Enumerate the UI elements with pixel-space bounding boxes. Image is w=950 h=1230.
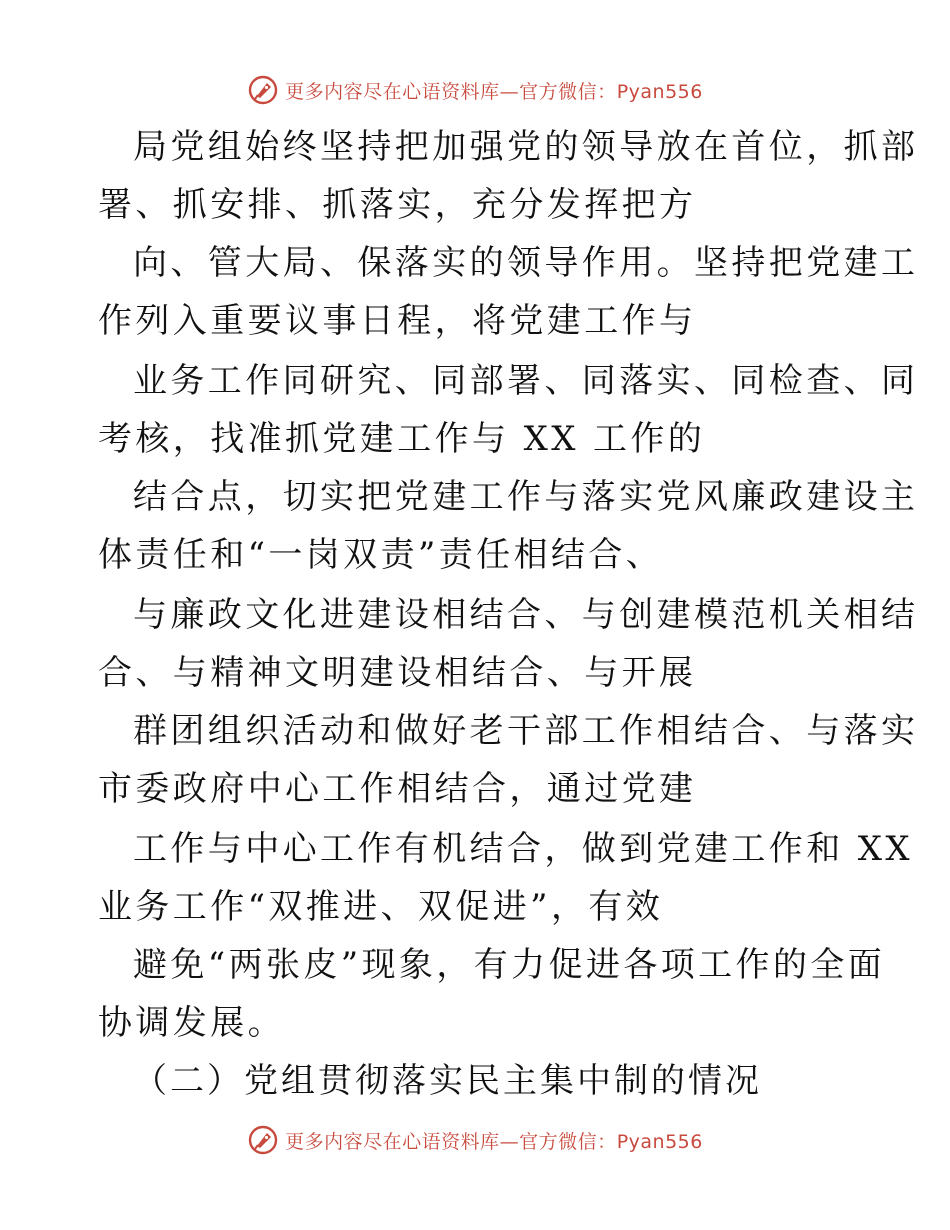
paragraph-line: 结合点，切实把党建工作与落实党风廉政建设主 bbox=[133, 477, 919, 517]
footer-watermark bbox=[0, 1123, 950, 1157]
paragraph-line: 避免“两张皮”现象，有力促进各项工作的全面 bbox=[133, 945, 886, 985]
paragraph-line: 协调发展。 bbox=[98, 1003, 285, 1043]
paragraph-line: 向、管大局、保落实的领导作用。坚持把党建工 bbox=[133, 243, 919, 283]
paragraph-line: 与廉政文化进建设相结合、与创建模范机关相结 bbox=[133, 595, 919, 635]
paragraph-line: 业务工作同研究、同部署、同落实、同检查、同 bbox=[133, 361, 919, 401]
paragraph-line: 工作与中心工作有机结合，做到党建工作和 XX bbox=[133, 829, 914, 869]
paragraph-line: 作列入重要议事日程，将党建工作与 bbox=[98, 301, 697, 341]
watermark-text bbox=[285, 1127, 703, 1154]
paragraph-line: 局党组始终坚持把加强党的领导放在首位，抓部 bbox=[133, 127, 919, 167]
paragraph-line: 署、抓安排、抓落实，充分发挥把方 bbox=[98, 185, 697, 225]
paragraph-line: 合、与精神文明建设相结合、与开展 bbox=[98, 653, 697, 693]
watermark-wechat-id: Pyan556 bbox=[616, 1130, 703, 1153]
paragraph-line: 体责任和“一岗双责”责任相结合、 bbox=[98, 535, 664, 575]
watermark-title: 更多内容尽在心语资料库 bbox=[285, 1130, 500, 1153]
paragraph-line: 考核，找准抓党建工作与 XX 工作的 bbox=[98, 419, 706, 459]
pen-nib-logo-icon bbox=[247, 1124, 279, 1156]
header-watermark bbox=[0, 73, 950, 107]
watermark-wechat-id: Pyan556 bbox=[616, 80, 703, 103]
paragraph-line: 业务工作“双推进、双促进”，有效 bbox=[98, 887, 664, 927]
watermark-separator: —官方微信： bbox=[499, 80, 617, 103]
pen-nib-logo-icon bbox=[247, 74, 279, 106]
paragraph-line: 群团组织活动和做好老干部工作相结合、与落实 bbox=[133, 711, 919, 751]
paragraph-line: 市委政府中心工作相结合，通过党建 bbox=[98, 769, 697, 809]
section-heading: （二）党组贯彻落实民主集中制的情况 bbox=[133, 1061, 762, 1101]
watermark-title: 更多内容尽在心语资料库 bbox=[285, 80, 500, 103]
watermark-text bbox=[285, 77, 703, 104]
watermark-separator: —官方微信： bbox=[499, 1130, 617, 1153]
